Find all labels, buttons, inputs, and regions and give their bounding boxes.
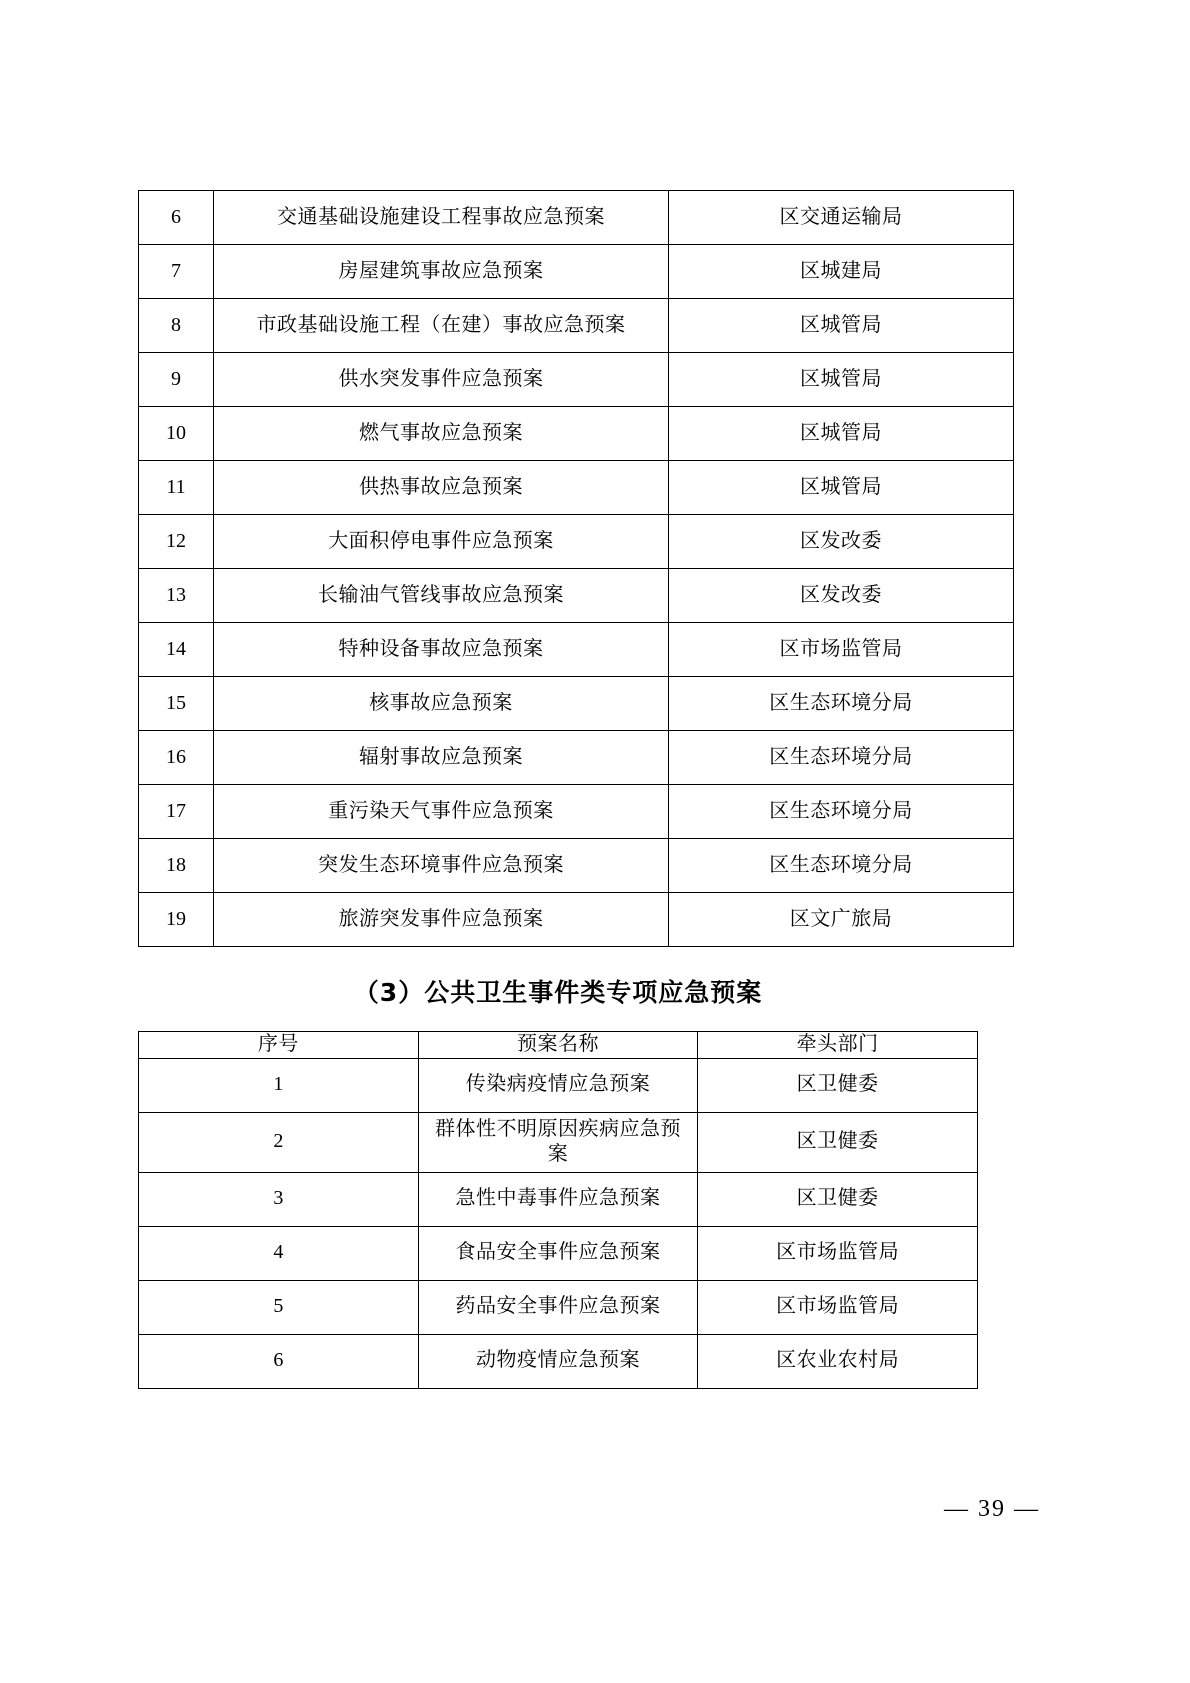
plan-name: 辐射事故应急预案 — [214, 731, 669, 785]
lead-department: 区市场监管局 — [698, 1226, 978, 1280]
row-number: 8 — [139, 299, 214, 353]
public-health-plan-table — [138, 1031, 978, 1389]
lead-department: 区生态环境分局 — [669, 677, 1014, 731]
lead-department: 区城管局 — [669, 407, 1014, 461]
table-row — [139, 1172, 978, 1226]
lead-department: 区生态环境分局 — [669, 731, 1014, 785]
row-number: 2 — [139, 1112, 419, 1172]
table-row — [139, 299, 1014, 353]
plan-name: 群体性不明原因疾病应急预案 — [418, 1112, 698, 1172]
lead-department: 区卫健委 — [698, 1172, 978, 1226]
row-number: 6 — [139, 191, 214, 245]
row-number: 18 — [139, 839, 214, 893]
row-number: 16 — [139, 731, 214, 785]
plan-name: 交通基础设施建设工程事故应急预案 — [214, 191, 669, 245]
table-row — [139, 407, 1014, 461]
table-header — [139, 1032, 978, 1059]
plan-name: 特种设备事故应急预案 — [214, 623, 669, 677]
lead-department: 区卫健委 — [698, 1058, 978, 1112]
lead-department: 区城管局 — [669, 353, 1014, 407]
lead-department: 区交通运输局 — [669, 191, 1014, 245]
plan-name: 大面积停电事件应急预案 — [214, 515, 669, 569]
table-row — [139, 1058, 978, 1112]
row-number: 11 — [139, 461, 214, 515]
row-number: 13 — [139, 569, 214, 623]
page-content — [138, 190, 978, 1389]
table-body — [139, 1058, 978, 1388]
section-heading: （3）公共卫生事件类专项应急预案 — [353, 978, 763, 1007]
table-row — [139, 893, 1014, 947]
table-row — [139, 785, 1014, 839]
plan-name: 突发生态环境事件应急预案 — [214, 839, 669, 893]
row-number: 9 — [139, 353, 214, 407]
row-number: 7 — [139, 245, 214, 299]
table-row — [139, 1334, 978, 1388]
lead-department: 区农业农村局 — [698, 1334, 978, 1388]
header-plan-name: 预案名称 — [418, 1032, 698, 1059]
row-number: 14 — [139, 623, 214, 677]
table-row — [139, 1226, 978, 1280]
header-lead-department: 牵头部门 — [698, 1032, 978, 1059]
row-number: 5 — [139, 1280, 419, 1334]
plan-name: 供热事故应急预案 — [214, 461, 669, 515]
row-number: 19 — [139, 893, 214, 947]
plan-name: 市政基础设施工程（在建）事故应急预案 — [214, 299, 669, 353]
table-row — [139, 839, 1014, 893]
row-number: 3 — [139, 1172, 419, 1226]
row-number: 12 — [139, 515, 214, 569]
plan-name: 燃气事故应急预案 — [214, 407, 669, 461]
plan-name: 旅游突发事件应急预案 — [214, 893, 669, 947]
plan-name: 食品安全事件应急预案 — [418, 1226, 698, 1280]
plan-name: 长输油气管线事故应急预案 — [214, 569, 669, 623]
row-number: 6 — [139, 1334, 419, 1388]
row-number: 4 — [139, 1226, 419, 1280]
plan-name: 动物疫情应急预案 — [418, 1334, 698, 1388]
table-row — [139, 245, 1014, 299]
table-row — [139, 191, 1014, 245]
row-number: 15 — [139, 677, 214, 731]
table-row — [139, 1280, 978, 1334]
row-number: 1 — [139, 1058, 419, 1112]
plan-name: 供水突发事件应急预案 — [214, 353, 669, 407]
lead-department: 区生态环境分局 — [669, 839, 1014, 893]
table-header-row — [139, 1032, 978, 1059]
lead-department: 区城管局 — [669, 299, 1014, 353]
emergency-plan-table-continued — [138, 190, 1014, 947]
lead-department: 区发改委 — [669, 569, 1014, 623]
table-row — [139, 461, 1014, 515]
table-row — [139, 731, 1014, 785]
lead-department: 区市场监管局 — [698, 1280, 978, 1334]
lead-department: 区城管局 — [669, 461, 1014, 515]
plan-name: 传染病疫情应急预案 — [418, 1058, 698, 1112]
plan-name: 房屋建筑事故应急预案 — [214, 245, 669, 299]
table-row — [139, 353, 1014, 407]
lead-department: 区文广旅局 — [669, 893, 1014, 947]
table-row — [139, 515, 1014, 569]
lead-department: 区生态环境分局 — [669, 785, 1014, 839]
plan-name: 核事故应急预案 — [214, 677, 669, 731]
table-row — [139, 1112, 978, 1172]
table-row — [139, 623, 1014, 677]
plan-name: 急性中毒事件应急预案 — [418, 1172, 698, 1226]
plan-name: 药品安全事件应急预案 — [418, 1280, 698, 1334]
page-number: — 39 — — [944, 1496, 1040, 1522]
header-number: 序号 — [139, 1032, 419, 1059]
row-number: 10 — [139, 407, 214, 461]
lead-department: 区发改委 — [669, 515, 1014, 569]
plan-name: 重污染天气事件应急预案 — [214, 785, 669, 839]
row-number: 17 — [139, 785, 214, 839]
table-body — [139, 191, 1014, 947]
table-row — [139, 677, 1014, 731]
lead-department: 区卫健委 — [698, 1112, 978, 1172]
lead-department: 区城建局 — [669, 245, 1014, 299]
lead-department: 区市场监管局 — [669, 623, 1014, 677]
table-row — [139, 569, 1014, 623]
